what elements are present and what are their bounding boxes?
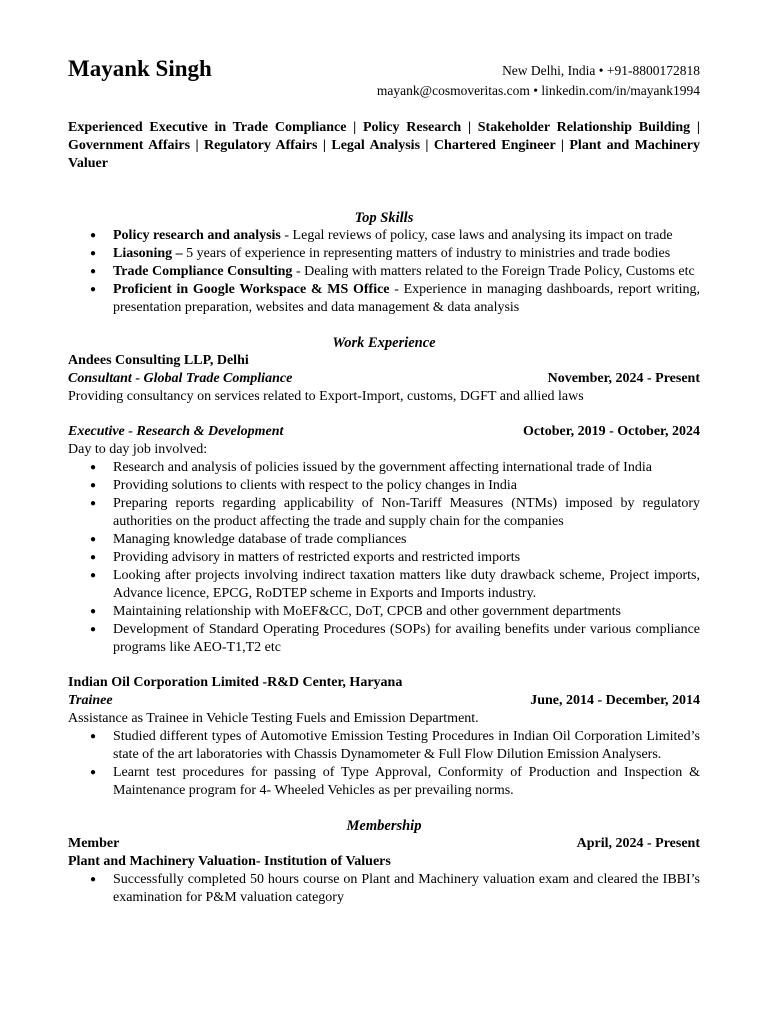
job-description: Providing consultancy on services related to Export-Import, customs, DGFT and allied laws — [68, 389, 584, 404]
professional-summary: Experienced Executive in Trade Compliance | Policy Research | Stakeholder Relationship Building | Government Affairs | Regulatory Affairs | Legal Analysis | Chartered Engineer | Plant and Machinery Valuer — [68, 120, 700, 171]
duty-item: ● Studied different types of Automotive Emission Testing Procedures in Indian Oil Corporation Limited’s state of the art laboratories with Chassis Dynamometer & Full Flow Dilution Emission Analysers. — [113, 728, 700, 764]
job-title: Executive - Research & Development — [68, 424, 284, 439]
membership-list — [68, 871, 700, 907]
skill-item — [113, 227, 700, 245]
membership-dates: April, 2024 - Present — [576, 836, 700, 851]
membership-org: Plant and Machinery Valuation- Institution of Valuers — [68, 854, 391, 869]
skill-description: - Legal reviews of policy, case laws and analysing its impact on trade — [280, 228, 673, 243]
skill-item — [113, 245, 700, 263]
top-skills-title: Top Skills — [354, 210, 414, 226]
contact-info — [377, 61, 700, 101]
membership-role: Member — [68, 836, 120, 851]
skill-name: Trade Compliance Consulting — [113, 264, 293, 279]
job-description: Day to day job involved: — [68, 442, 208, 457]
skill-name: Proficient in Google Workspace & MS Office — [113, 282, 390, 297]
membership-row — [68, 835, 700, 853]
contact-location-phone: New Delhi, India • +91-8800172818 — [502, 63, 700, 78]
job-row — [68, 370, 700, 388]
job-description: Assistance as Trainee in Vehicle Testing Fuels and Emission Department. — [68, 711, 479, 726]
job-title: Consultant - Global Trade Compliance — [68, 371, 293, 386]
resume-body — [68, 209, 700, 907]
duty-item: ● Providing solutions to clients with respect to the policy changes in India — [113, 477, 700, 495]
duty-item: ● Looking after projects involving indirect taxation matters like duty drawback scheme, Project imports, Advance licence, EPCG, RoDTEP scheme in Exports and Imports industry. — [113, 567, 700, 603]
job-duties-list — [68, 728, 700, 800]
job-dates: November, 2024 - Present — [547, 371, 700, 386]
candidate-name: Mayank Singh — [68, 56, 212, 81]
skill-name: Liasoning – — [113, 246, 183, 261]
skill-name: Policy research and analysis — [113, 228, 281, 243]
skill-description: - Dealing with matters related to the Foreign Trade Policy, Customs etc — [292, 264, 695, 279]
job-row — [68, 423, 700, 441]
skill-item — [113, 263, 700, 281]
company-name: Indian Oil Corporation Limited -R&D Center, Haryana — [68, 675, 403, 690]
top-skills-list — [68, 227, 700, 317]
company-name: Andees Consulting LLP, Delhi — [68, 353, 249, 368]
job-title: Trainee — [68, 693, 113, 708]
duty-item: ● Managing knowledge database of trade compliances — [113, 531, 700, 549]
membership-title: Membership — [346, 818, 422, 834]
contact-email-linkedin: mayank@cosmoveritas.com • linkedin.com/in/mayank1994 — [376, 83, 700, 98]
job-dates: October, 2019 - October, 2024 — [522, 424, 700, 439]
skill-description: 5 years of experience in representing matters of industry to ministries and trade bodies — [182, 246, 671, 261]
duty-item: ● Preparing reports regarding applicability of Non-Tariff Measures (NTMs) imposed by regulatory authorities on the product affecting the trade and supply chain for the companies — [113, 495, 700, 531]
duty-item: ● Learnt test procedures for passing of Type Approval, Conformity of Production and Inspection & Maintenance program for 4- Wheeled Vehicles as per prevailing norms. — [113, 764, 700, 800]
duty-item: ● Research and analysis of policies issued by the government affecting international trade of India — [113, 459, 700, 477]
job-row — [68, 692, 700, 710]
duty-item: ● Maintaining relationship with MoEF&CC, DoT, CPCB and other government departments — [113, 603, 700, 621]
duty-item: ● Providing advisory in matters of restricted exports and restricted imports — [113, 549, 700, 567]
membership-item: ● Successfully completed 50 hours course on Plant and Machinery valuation exam and cleared the IBBI’s examination for P&M valuation category — [113, 871, 700, 907]
job-dates: June, 2014 - December, 2014 — [530, 693, 700, 708]
skill-description: - Experience in managing dashboards, report writing, presentation preparation, websites and data management & data analysis — [113, 282, 700, 315]
job-duties-list — [68, 459, 700, 657]
duty-item: ● Development of Standard Operating Procedures (SOPs) for availing benefits under various compliance programs like AEO-T1,T2 etc — [113, 621, 700, 657]
skill-item — [113, 281, 700, 317]
work-experience-title: Work Experience — [332, 335, 436, 351]
